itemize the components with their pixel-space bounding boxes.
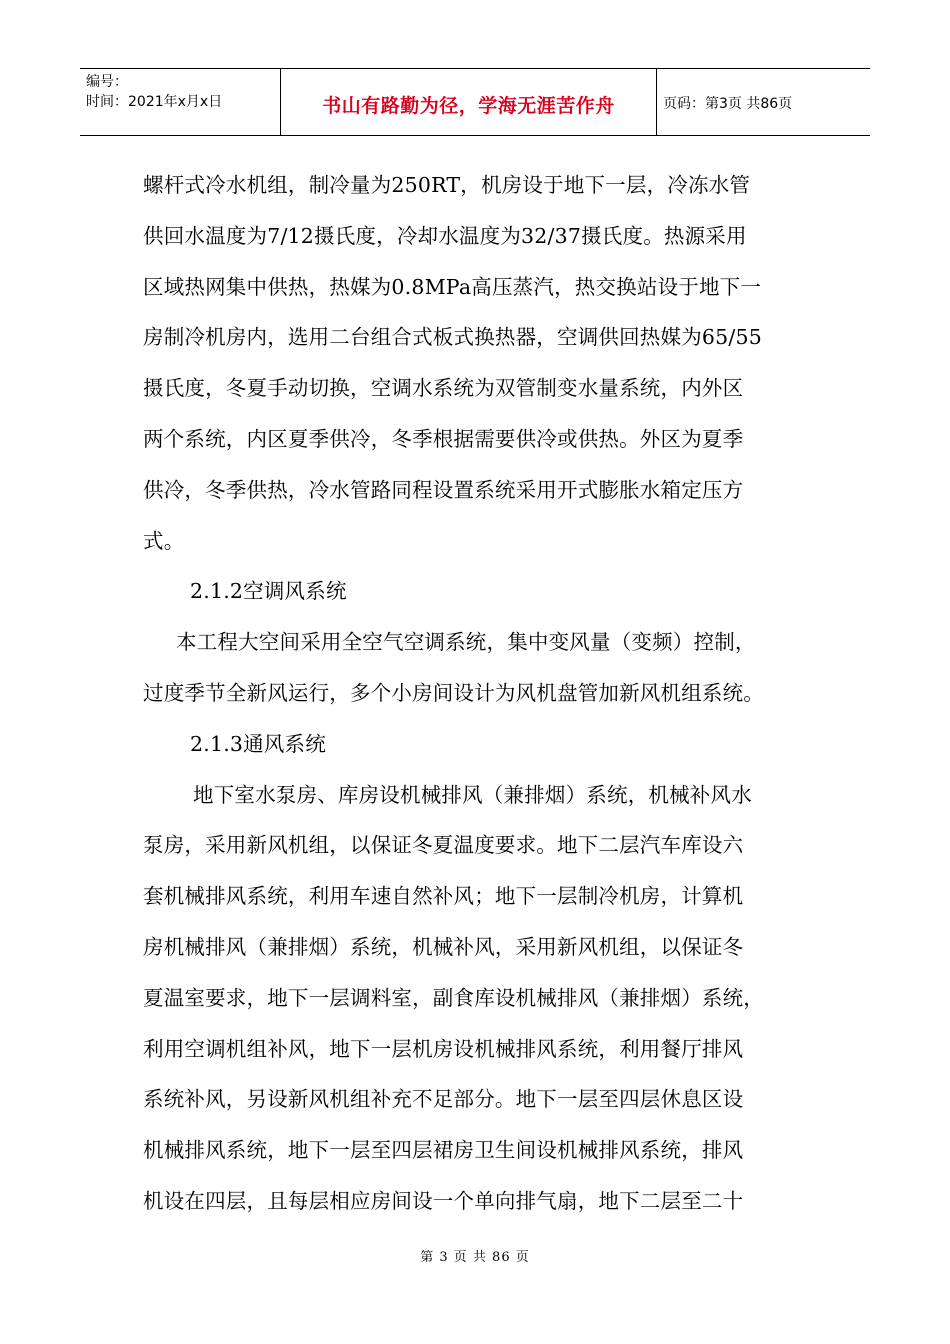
body-line: 区域热网集中供热，热媒为0.8MPa高压蒸汽，热交换站设于地下一 bbox=[143, 274, 762, 299]
header-motto-cell bbox=[281, 69, 657, 135]
header-meta-cell bbox=[80, 69, 281, 135]
document-body bbox=[143, 160, 815, 1227]
footer-page-number: 第 3 页 共 86 页 bbox=[420, 1250, 530, 1265]
section-heading-2-1-3: 2.1.3通风系统 bbox=[190, 731, 326, 756]
document-code-label: 编号： bbox=[86, 74, 128, 90]
body-line: 系统补风，另设新风机组补充不足部分。地下一层至四层休息区设 bbox=[143, 1087, 744, 1112]
header-page-cell bbox=[657, 69, 870, 135]
body-line: 式。 bbox=[143, 528, 185, 553]
header-motto: 书山有路勤为径，学海无涯苦作舟 bbox=[322, 94, 615, 117]
body-line: 房机械排风（兼排烟）系统，机械补风，采用新风机组，以保证冬 bbox=[143, 934, 744, 959]
section-heading-2-1-2: 2.1.2空调风系统 bbox=[190, 579, 347, 604]
body-line: 两个系统，内区夏季供冷，冬季根据需要供冷或供热。外区为夏季 bbox=[143, 426, 744, 451]
body-line: 机设在四层，且每层相应房间设一个单向排气扇，地下二层至二十 bbox=[143, 1188, 744, 1213]
body-line: 供回水温度为7/12摄氏度，冷却水温度为32/37摄氏度。热源采用 bbox=[143, 223, 747, 248]
document-header bbox=[80, 68, 870, 136]
body-line: 本工程大空间采用全空气空调系统，集中变风量（变频）控制， bbox=[176, 630, 756, 655]
body-line: 房制冷机房内，选用二台组合式板式换热器，空调供回热媒为65/55 bbox=[143, 325, 762, 350]
body-line: 夏温室要求，地下一层调料室，副食库设机械排风（兼排烟）系统， bbox=[143, 985, 764, 1010]
document-date: 时间：2021年x月x日 bbox=[86, 94, 223, 110]
body-line: 过度季节全新风运行，多个小房间设计为风机盘管加新风机组系统。 bbox=[143, 680, 764, 705]
body-line: 摄氏度，冬夏手动切换，空调水系统为双管制变水量系统，内外区 bbox=[143, 376, 744, 401]
header-page-info: 页码：第3页 共86页 bbox=[663, 96, 793, 112]
body-line: 供冷，冬季供热，冷水管路同程设置系统采用开式膨胀水箱定压方 bbox=[143, 477, 744, 502]
page-footer bbox=[0, 1246, 950, 1265]
body-line: 机械排风系统，地下一层至四层裙房卫生间设机械排风系统，排风 bbox=[143, 1138, 744, 1163]
body-line: 螺杆式冷水机组，制冷量为250RT，机房设于地下一层，冷冻水管 bbox=[143, 173, 751, 197]
body-line: 泵房，采用新风机组，以保证冬夏温度要求。地下二层汽车库设六 bbox=[143, 833, 744, 858]
body-line: 地下室水泵房、库房设机械排风（兼排烟）系统，机械补风水 bbox=[193, 782, 752, 807]
body-line: 套机械排风系统，利用车速自然补风；地下一层制冷机房，计算机 bbox=[143, 884, 744, 909]
body-line: 利用空调机组补风，地下一层机房设机械排风系统，利用餐厅排风 bbox=[143, 1036, 744, 1061]
